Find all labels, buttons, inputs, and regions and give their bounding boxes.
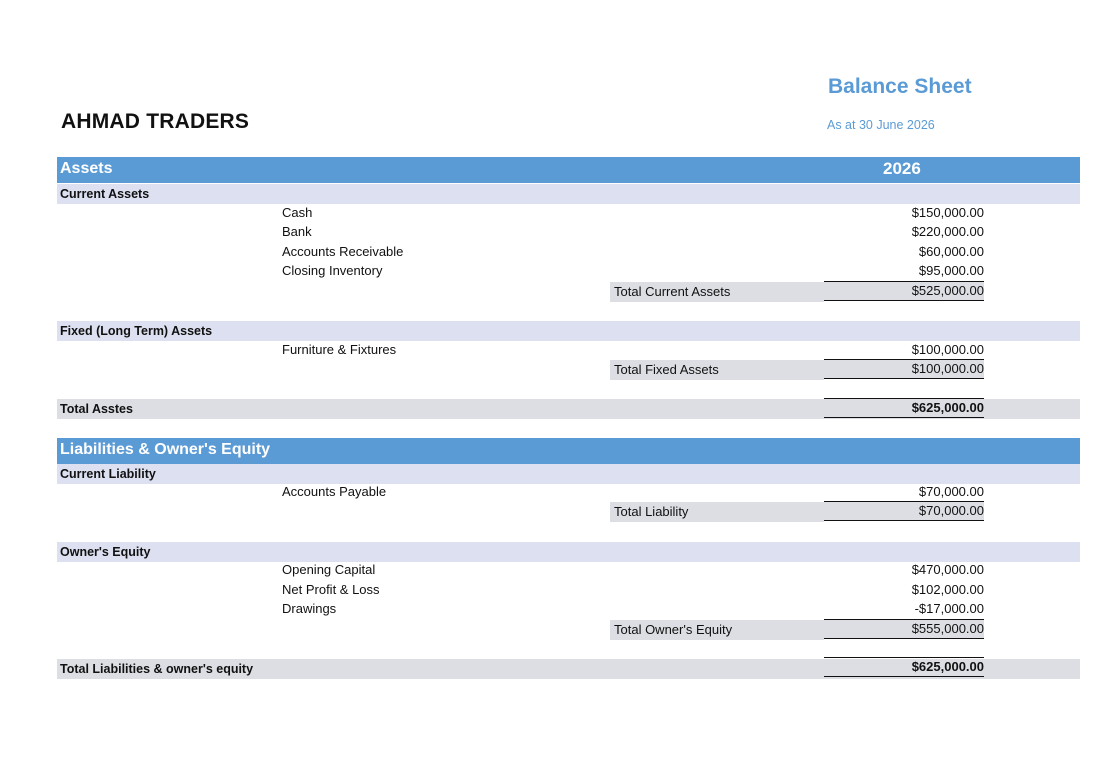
- sheet-title: Balance Sheet: [828, 75, 972, 98]
- line-item-amount: $102,000.00: [911, 582, 984, 597]
- subtotal-label-cell: [610, 282, 824, 302]
- line-item-label: Drawings: [282, 601, 337, 616]
- subtotal-label-cell: [610, 502, 824, 522]
- year-header: 2026: [883, 159, 921, 178]
- line-item-label: Bank: [282, 224, 312, 239]
- line-item-label: Cash: [282, 205, 313, 220]
- line-item-label: Accounts Receivable: [282, 244, 404, 259]
- assets-header-band: [57, 157, 1080, 183]
- subtotal-label: Total Fixed Assets: [614, 362, 719, 377]
- line-item-amount: $470,000.00: [911, 562, 984, 577]
- line-item-amount: -$17,000.00: [914, 601, 984, 616]
- line-item-amount: $60,000.00: [918, 244, 984, 259]
- subtotal-label-cell: [610, 620, 824, 640]
- line-item-amount: $150,000.00: [911, 205, 984, 220]
- liabilities-header: Liabilities & Owner's Equity: [60, 441, 271, 458]
- line-item-amount: $95,000.00: [918, 263, 984, 278]
- line-item-amount: $220,000.00: [911, 224, 984, 239]
- subtotal-amount: $525,000.00: [824, 281, 984, 301]
- line-item-label: Opening Capital: [282, 562, 376, 577]
- line-item-label: Net Profit & Loss: [282, 582, 380, 597]
- current-liability-subhead: Current Liability: [57, 464, 1080, 484]
- total-liabilities-amount: $625,000.00: [824, 657, 984, 677]
- subtotal-label-cell: [610, 360, 824, 380]
- subtotal-label: Total Liability: [614, 504, 689, 519]
- subtotal-amount: $70,000.00: [824, 501, 984, 521]
- sheet-date: As at 30 June 2026: [827, 118, 935, 132]
- total-assets-amount: $625,000.00: [824, 398, 984, 418]
- subtotal-label: Total Owner's Equity: [614, 622, 733, 637]
- line-item-label: Furniture & Fixtures: [282, 342, 397, 357]
- company-name: AHMAD TRADERS: [61, 110, 250, 133]
- liabilities-header-band: [57, 438, 1080, 464]
- line-item-amount: $100,000.00: [911, 342, 984, 357]
- total-liabilities-label: Total Liabilities & owner's equity: [60, 662, 254, 676]
- line-item-label: Accounts Payable: [282, 484, 387, 499]
- owners-equity-subhead: Owner's Equity: [57, 542, 1080, 562]
- total-assets-label: Total Asstes: [60, 402, 133, 416]
- line-item-amount: $70,000.00: [918, 484, 984, 499]
- current-assets-subhead: Current Assets: [57, 184, 1080, 204]
- line-item-label: Closing Inventory: [282, 263, 383, 278]
- fixed-assets-subhead: Fixed (Long Term) Assets: [57, 321, 1080, 341]
- subtotal-label: Total Current Assets: [614, 284, 731, 299]
- assets-header: Assets: [60, 160, 113, 177]
- subtotal-amount: $555,000.00: [824, 619, 984, 639]
- subtotal-amount: $100,000.00: [824, 359, 984, 379]
